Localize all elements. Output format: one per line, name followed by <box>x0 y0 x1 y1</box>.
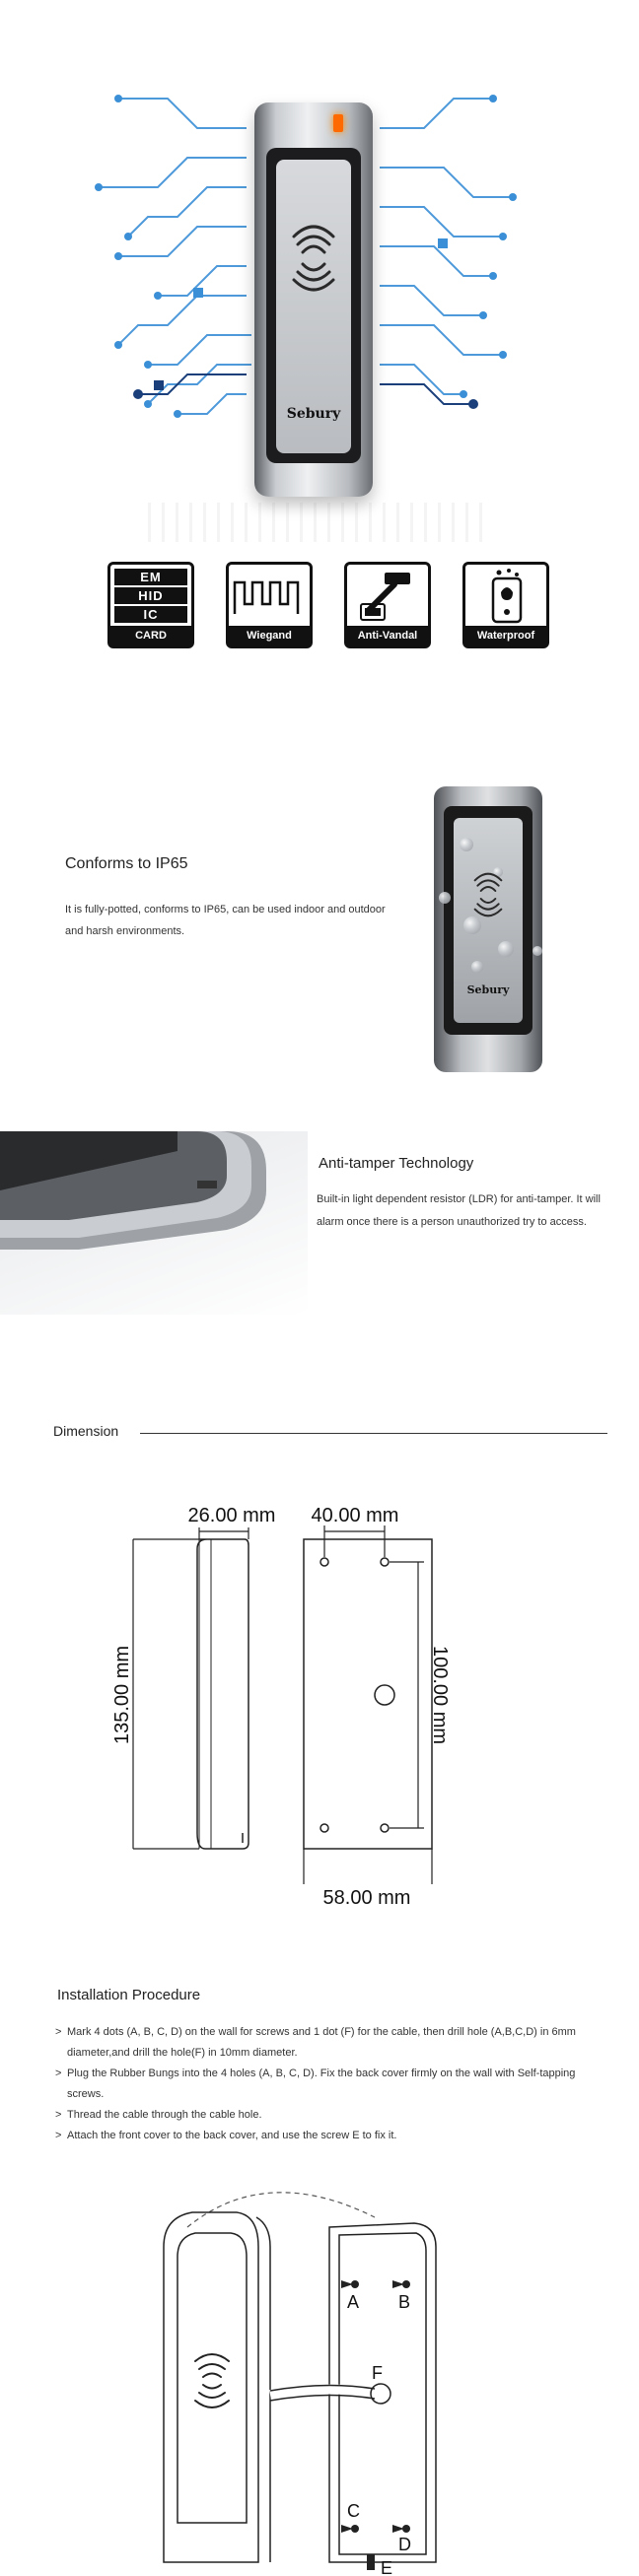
reflection <box>148 503 483 542</box>
wiegand-icon <box>233 575 306 618</box>
feature-label: Anti-Vandal <box>347 626 428 645</box>
hero-banner <box>0 0 639 532</box>
feature-anti-vandal <box>344 562 431 648</box>
dimension-heading: Dimension <box>53 1423 119 1439</box>
installation-steps <box>55 2022 607 2146</box>
installation-step: > Attach the front cover to the back cover, and use the screw E to fix it. <box>55 2126 607 2146</box>
point-b-label: B <box>398 2292 411 2312</box>
card-type-ic: IC <box>114 606 187 623</box>
hole-height-label: 100.00 mm <box>429 1645 451 1745</box>
point-f-label: F <box>372 2363 383 2383</box>
anti-tamper-heading: Anti-tamper Technology <box>319 1155 474 1172</box>
ip65-description: It is fully-potted, conforms to IP65, can be used indoor and outdoor and harsh environments. <box>65 904 386 937</box>
water-drop <box>471 961 483 973</box>
feature-label: Wiegand <box>229 626 310 645</box>
led-indicator <box>333 114 343 132</box>
back-view <box>304 1539 432 1849</box>
water-drop <box>439 892 451 904</box>
brand-logo: Sebury <box>466 983 510 996</box>
card-types-icon <box>114 569 187 622</box>
side-view <box>197 1539 248 1849</box>
dimension-drawing <box>111 1498 532 1922</box>
feature-waterproof <box>462 562 549 648</box>
depth-label: 26.00 mm <box>187 1505 276 1526</box>
feature-label: CARD <box>110 626 191 645</box>
rfid-wave-icon <box>469 867 507 922</box>
water-drop <box>460 838 473 851</box>
water-drop-icon <box>487 569 527 626</box>
feature-card <box>107 562 194 648</box>
point-a-label: A <box>347 2292 360 2312</box>
anti-tamper-image <box>0 1131 308 1315</box>
reader-closeup <box>0 1131 308 1315</box>
hammer-icon <box>355 571 424 622</box>
rfid-wave-icon <box>286 217 341 300</box>
feature-wiegand <box>226 562 313 648</box>
hole-width-label: 40.00 mm <box>311 1505 399 1526</box>
height-label: 135.00 mm <box>111 1645 133 1745</box>
water-drop <box>532 946 542 956</box>
point-c-label: C <box>347 2501 360 2521</box>
installation-heading: Installation Procedure <box>57 1987 201 2003</box>
dimension-divider <box>140 1433 607 1434</box>
anti-tamper-description: Built-in light dependent resistor (LDR) for anti-tamper. It will alarm once there is a person unauthorized try to access. <box>317 1193 601 1228</box>
card-type-em: EM <box>114 569 187 585</box>
installation-step: > Thread the cable through the cable hole. <box>55 2105 607 2126</box>
feature-label: Waterproof <box>465 626 546 645</box>
installation-step: > Mark 4 dots (A, B, C, D) on the wall for screws and 1 dot (F) for the cable, then drill hole (A,B,C,D) in 6mm diameter,and drill the hole(F) in 10mm diameter. <box>55 2022 607 2064</box>
installation-diagram <box>148 2168 444 2576</box>
width-label: 58.00 mm <box>322 1887 411 1909</box>
card-type-hid: HID <box>114 587 187 604</box>
ip65-heading: Conforms to IP65 <box>65 855 188 872</box>
water-drop <box>498 941 514 957</box>
brand-logo: Sebury <box>286 406 341 422</box>
installation-step: > Plug the Rubber Bungs into the 4 holes (A, B, C, D). Fix the back cover firmly on the wall with Self-tapping screws. <box>55 2064 607 2105</box>
point-d-label: D <box>398 2535 411 2554</box>
rfid-wave-icon <box>195 2354 229 2407</box>
point-e-label: E <box>381 2558 393 2576</box>
